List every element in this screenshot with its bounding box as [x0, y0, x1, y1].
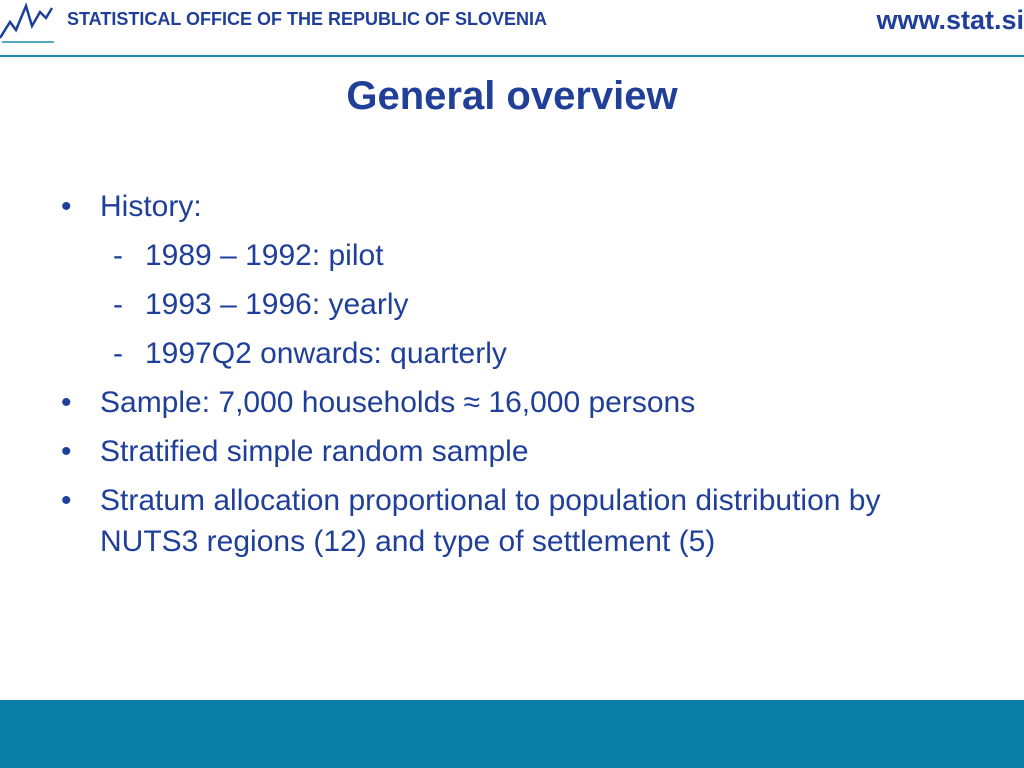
bullet-item-history — [55, 186, 975, 227]
bullet-icon: • — [61, 484, 72, 517]
sors-logo-icon — [0, 0, 56, 44]
organization-name: STATISTICAL OFFICE OF THE REPUBLIC OF SLOVENIA — [67, 9, 548, 29]
sub-item-text: 1989 – 1992: pilot — [145, 239, 384, 272]
bullet-item-allocation — [55, 480, 975, 562]
sub-item-pilot — [55, 235, 975, 276]
bullet-text: History: — [100, 190, 202, 223]
bullet-list — [55, 186, 975, 570]
bullet-icon: • — [61, 190, 72, 223]
bullet-item-sample — [55, 382, 975, 423]
bullet-text: Sample: 7,000 households ≈ 16,000 persons — [100, 386, 696, 419]
bullet-text: Stratum allocation proportional to population distribution by NUTS3 regions (12) and type of settlement (5) — [100, 484, 881, 558]
sub-item-yearly — [55, 284, 975, 325]
dash-icon: - — [113, 288, 123, 321]
slide-title: General overview — [346, 74, 678, 118]
bullet-item-stratified — [55, 431, 975, 472]
bullet-icon: • — [61, 386, 72, 419]
dash-icon: - — [113, 239, 123, 272]
sub-item-quarterly — [55, 333, 975, 374]
bullet-icon: • — [61, 435, 72, 468]
footer-band — [0, 700, 1024, 768]
website-link[interactable]: www.stat.si — [876, 5, 1024, 35]
header-divider — [0, 55, 1024, 57]
sub-item-text: 1997Q2 onwards: quarterly — [145, 337, 507, 370]
dash-icon: - — [113, 337, 123, 370]
sub-item-text: 1993 – 1996: yearly — [145, 288, 409, 321]
bullet-text: Stratified simple random sample — [100, 435, 529, 468]
